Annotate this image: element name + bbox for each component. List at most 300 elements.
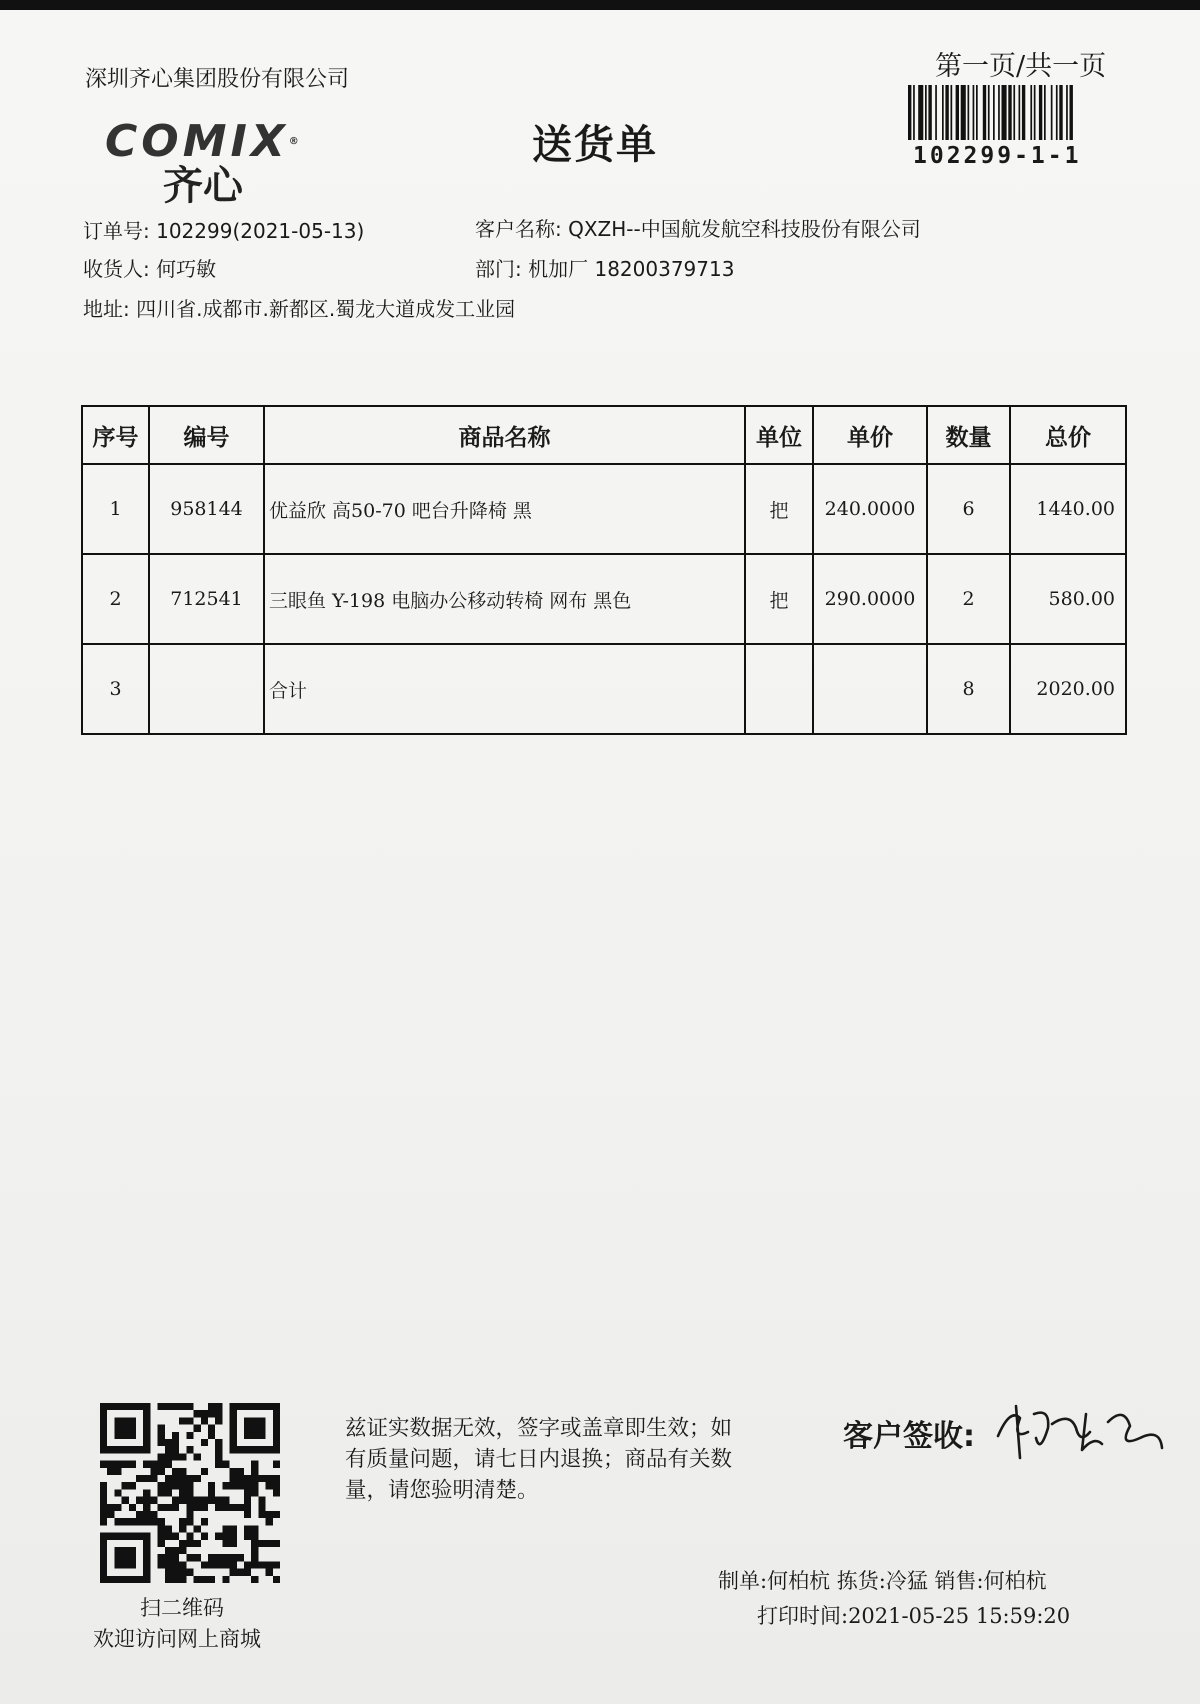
qr-module: [186, 1518, 193, 1525]
qr-module: [172, 1439, 179, 1446]
row-name: 优益欣 高50-70 吧台升降椅 黑: [264, 464, 745, 554]
qr-module: [194, 1554, 201, 1561]
receiver-field: [83, 253, 216, 282]
qr-module: [122, 1482, 129, 1489]
qr-module: [258, 1511, 265, 1518]
qr-module: [230, 1525, 237, 1532]
qr-module: [150, 1497, 157, 1504]
receiver-label: 收货人:: [83, 257, 150, 281]
qr-module: [122, 1425, 129, 1432]
qr-module: [186, 1511, 193, 1518]
qr-module: [136, 1497, 143, 1504]
qr-module: [215, 1410, 222, 1417]
qr-module: [230, 1425, 237, 1432]
qr-module: [122, 1461, 129, 1468]
qr-module: [179, 1482, 186, 1489]
qr-module: [258, 1425, 265, 1432]
qr-module: [186, 1533, 193, 1540]
document-title: 送货单: [532, 122, 658, 168]
qr-module: [215, 1497, 222, 1504]
qr-module: [114, 1425, 121, 1432]
qr-module: [114, 1554, 121, 1561]
qr-module: [273, 1432, 280, 1439]
qr-module: [273, 1511, 280, 1518]
qr-module: [208, 1482, 215, 1489]
qr-module: [172, 1403, 179, 1410]
qr-module: [251, 1547, 258, 1554]
qr-module: [143, 1432, 150, 1439]
company-name: 深圳齐心集团股份有限公司: [85, 67, 350, 92]
qr-module: [208, 1576, 215, 1583]
qr-module: [143, 1569, 150, 1576]
qr-module: [244, 1504, 251, 1511]
qr-module: [194, 1475, 201, 1482]
qr-module: [258, 1540, 265, 1547]
qr-module: [114, 1403, 121, 1410]
qr-module: [215, 1417, 222, 1424]
header-qty: 数量: [927, 406, 1010, 464]
qr-module: [158, 1504, 165, 1511]
table-header-row: [82, 406, 1126, 464]
qr-module: [143, 1497, 150, 1504]
qr-module: [194, 1576, 201, 1583]
qr-module: [222, 1461, 229, 1468]
barcode-bar: [942, 85, 944, 140]
qr-module: [215, 1403, 222, 1410]
qr-module: [244, 1425, 251, 1432]
qr-module: [201, 1504, 208, 1511]
qr-module: [237, 1569, 244, 1576]
qr-module: [100, 1439, 107, 1446]
qr-module: [186, 1554, 193, 1561]
qr-module: [158, 1453, 165, 1460]
qr-module: [172, 1554, 179, 1561]
qr-module: [143, 1576, 150, 1583]
qr-module: [244, 1497, 251, 1504]
qr-module: [258, 1497, 265, 1504]
qr-module: [230, 1468, 237, 1475]
qr-module: [215, 1461, 222, 1468]
qr-module: [158, 1554, 165, 1561]
qr-module: [107, 1576, 114, 1583]
qr-module: [230, 1446, 237, 1453]
qr-module: [273, 1425, 280, 1432]
qr-module: [251, 1425, 258, 1432]
qr-module: [143, 1540, 150, 1547]
qr-module: [273, 1417, 280, 1424]
qr-module: [251, 1540, 258, 1547]
qr-module: [215, 1561, 222, 1568]
qr-module: [100, 1425, 107, 1432]
qr-module: [158, 1561, 165, 1568]
qr-module: [165, 1576, 172, 1583]
print-time: 打印时间:2021-05-25 15:59:20: [757, 1604, 1071, 1628]
qr-module: [143, 1446, 150, 1453]
items-table: [81, 405, 1127, 735]
qr-module: [129, 1504, 136, 1511]
barcode-bar: [1070, 85, 1073, 140]
qr-module: [201, 1417, 208, 1424]
qr-module: [215, 1453, 222, 1460]
qr-module: [122, 1417, 129, 1424]
barcode-bar: [908, 85, 911, 140]
qr-module: [100, 1540, 107, 1547]
top-border: [0, 0, 1200, 10]
qr-module: [215, 1504, 222, 1511]
qr-module: [266, 1403, 273, 1410]
row-price: 240.0000: [813, 464, 927, 554]
qr-module: [194, 1504, 201, 1511]
qr-module: [230, 1554, 237, 1561]
qr-module: [100, 1518, 107, 1525]
qr-module: [165, 1554, 172, 1561]
qr-module: [143, 1439, 150, 1446]
qr-module: [143, 1518, 150, 1525]
qr-module: [208, 1410, 215, 1417]
qr-module: [136, 1446, 143, 1453]
qr-module: [266, 1561, 273, 1568]
qr-module: [194, 1410, 201, 1417]
barcode-bar: [968, 85, 970, 140]
qr-module: [186, 1403, 193, 1410]
row-seq: 2: [82, 554, 149, 644]
barcode-bar: [925, 85, 927, 140]
qr-module: [150, 1518, 157, 1525]
qr-module: [251, 1554, 258, 1561]
qr-module: [222, 1576, 229, 1583]
qr-module: [114, 1461, 121, 1468]
qr-module: [143, 1554, 150, 1561]
qr-module: [114, 1468, 121, 1475]
qr-module: [201, 1439, 208, 1446]
qr-module: [201, 1518, 208, 1525]
qr-module: [165, 1533, 172, 1540]
qr-module: [158, 1468, 165, 1475]
qr-module: [129, 1446, 136, 1453]
qr-module: [143, 1511, 150, 1518]
qr-module: [222, 1497, 229, 1504]
barcode-bar: [961, 85, 966, 140]
qr-module: [258, 1432, 265, 1439]
qr-module: [186, 1432, 193, 1439]
qr-module: [129, 1576, 136, 1583]
qr-module: [172, 1432, 179, 1439]
qr-module: [165, 1504, 172, 1511]
qr-module: [258, 1403, 265, 1410]
qr-module: [208, 1403, 215, 1410]
qr-module: [100, 1461, 107, 1468]
qr-module: [179, 1453, 186, 1460]
qr-module: [244, 1417, 251, 1424]
qr-module: [201, 1497, 208, 1504]
qr-module: [179, 1540, 186, 1547]
customer-value: QXZH--中国航发航空科技股份有限公司: [568, 217, 921, 241]
qr-module: [201, 1410, 208, 1417]
qr-module: [237, 1468, 244, 1475]
table-row-total: [82, 644, 1126, 734]
qr-module: [251, 1482, 258, 1489]
qr-module: [129, 1425, 136, 1432]
qr-module: [158, 1518, 165, 1525]
qr-module: [143, 1547, 150, 1554]
qr-module: [258, 1561, 265, 1568]
qr-module: [107, 1461, 114, 1468]
qr-module: [244, 1432, 251, 1439]
qr-module: [136, 1518, 143, 1525]
qr-module: [266, 1475, 273, 1482]
row-qty: 6: [927, 464, 1010, 554]
row-name: 三眼鱼 Y-198 电脑办公移动转椅 网布 黑色: [264, 554, 745, 644]
qr-module: [143, 1403, 150, 1410]
barcode-bar: [928, 85, 931, 140]
row-total: 1440.00: [1010, 464, 1126, 554]
customer-label: 客户名称:: [475, 217, 562, 241]
logo-wordmark: COMIX®: [105, 116, 303, 167]
qr-module: [114, 1446, 121, 1453]
qr-module: [230, 1569, 237, 1576]
barcode-bar: [976, 85, 978, 140]
staff-line: 制单:何柏杭 拣货:冷猛 销售:何柏杭: [718, 1569, 1047, 1593]
qr-module: [122, 1446, 129, 1453]
qr-module: [114, 1432, 121, 1439]
qr-module: [208, 1432, 215, 1439]
page-indicator: 第一页/共一页: [935, 51, 1107, 82]
qr-module: [143, 1410, 150, 1417]
barcode-bar: [935, 85, 937, 140]
barcode-bar: [1002, 85, 1007, 140]
qr-module: [158, 1482, 165, 1489]
qr-module: [165, 1403, 172, 1410]
qr-module: [222, 1540, 229, 1547]
barcode-bar: [1034, 85, 1036, 140]
qr-module: [251, 1525, 258, 1532]
qr-module: [230, 1417, 237, 1424]
qr-module: [194, 1525, 201, 1532]
qr-module: [136, 1576, 143, 1583]
qr-module: [100, 1547, 107, 1554]
qr-module: [172, 1547, 179, 1554]
qr-module: [179, 1525, 186, 1532]
qr-module: [179, 1403, 186, 1410]
qr-module: [237, 1504, 244, 1511]
qr-module: [222, 1561, 229, 1568]
qr-module: [266, 1569, 273, 1576]
qr-module: [244, 1511, 251, 1518]
qr-module: [165, 1489, 172, 1496]
barcode-number: 102299-1-1: [913, 143, 1082, 169]
qr-module: [179, 1561, 186, 1568]
row-price: [813, 644, 927, 734]
qr-module: [100, 1533, 107, 1540]
qr-module: [172, 1533, 179, 1540]
qr-module: [186, 1482, 193, 1489]
barcode-bar: [1066, 85, 1068, 140]
barcode-bar: [1044, 85, 1046, 140]
qr-module: [194, 1425, 201, 1432]
qr-module: [194, 1453, 201, 1460]
qr-module: [158, 1403, 165, 1410]
row-unit: 把: [745, 464, 813, 554]
qr-module: [100, 1504, 107, 1511]
qr-module: [186, 1417, 193, 1424]
header-unit: 单位: [745, 406, 813, 464]
qr-module: [165, 1525, 172, 1532]
qr-module: [158, 1540, 165, 1547]
qr-module: [258, 1446, 265, 1453]
barcode-bar: [1008, 85, 1011, 140]
qr-module: [237, 1446, 244, 1453]
receiver-value: 何巧敏: [156, 257, 217, 281]
barcode-bar: [998, 85, 1000, 140]
qr-module: [186, 1540, 193, 1547]
qr-module: [129, 1403, 136, 1410]
qr-code-icon[interactable]: [100, 1403, 280, 1583]
qr-module: [251, 1417, 258, 1424]
qr-module: [122, 1432, 129, 1439]
qr-module: [100, 1497, 107, 1504]
qr-module: [165, 1453, 172, 1460]
qr-module: [179, 1417, 186, 1424]
qr-module: [136, 1475, 143, 1482]
qr-module: [100, 1410, 107, 1417]
row-total: 580.00: [1010, 554, 1126, 644]
qr-module: [273, 1461, 280, 1468]
qr-module: [172, 1446, 179, 1453]
qr-module: [251, 1489, 258, 1496]
qr-module: [150, 1511, 157, 1518]
qr-module: [100, 1511, 107, 1518]
qr-module: [165, 1439, 172, 1446]
qr-module: [165, 1561, 172, 1568]
qr-module: [143, 1417, 150, 1424]
department-value: 机加厂 18200379713: [528, 257, 735, 281]
qr-module: [251, 1475, 258, 1482]
qr-module: [129, 1461, 136, 1468]
qr-module: [165, 1569, 172, 1576]
row-unit: 把: [745, 554, 813, 644]
row-seq: 3: [82, 644, 149, 734]
qr-module: [114, 1561, 121, 1568]
qr-module: [150, 1468, 157, 1475]
qr-module: [107, 1533, 114, 1540]
qr-module: [143, 1533, 150, 1540]
qr-module: [143, 1561, 150, 1568]
notice-text: 兹证实数据无效，签字或盖章即生效；如有质量问题，请七日内退换；商品有关数量，请您验明清楚。: [345, 1416, 733, 1503]
barcode-bar: [973, 85, 975, 140]
qr-module: [165, 1461, 172, 1468]
barcode-bar: [1059, 85, 1062, 140]
barcode-bar: [1039, 85, 1042, 140]
qr-module: [208, 1561, 215, 1568]
row-code: [149, 644, 264, 734]
qr-module: [201, 1533, 208, 1540]
order-number-field: [83, 215, 364, 244]
qr-module: [172, 1475, 179, 1482]
qr-module: [244, 1569, 251, 1576]
qr-module: [143, 1475, 150, 1482]
qr-module: [186, 1569, 193, 1576]
qr-module: [179, 1497, 186, 1504]
qr-module: [230, 1482, 237, 1489]
qr-module: [208, 1554, 215, 1561]
qr-module: [273, 1561, 280, 1568]
qr-module: [215, 1554, 222, 1561]
qr-module: [179, 1518, 186, 1525]
qr-module: [172, 1453, 179, 1460]
qr-module: [230, 1403, 237, 1410]
qr-module: [179, 1576, 186, 1583]
qr-module: [222, 1482, 229, 1489]
row-seq: 1: [82, 464, 149, 554]
qr-module: [273, 1410, 280, 1417]
qr-module: [122, 1561, 129, 1568]
customer-sign-label: 客户签收:: [843, 1419, 975, 1454]
barcode-bar: [988, 85, 990, 140]
qr-module: [100, 1489, 107, 1496]
row-name: 合计: [264, 644, 745, 734]
qr-module: [100, 1446, 107, 1453]
comix-logo: [105, 116, 303, 209]
qr-module: [136, 1403, 143, 1410]
qr-module: [266, 1518, 273, 1525]
qr-module: [114, 1417, 121, 1424]
qr-module: [107, 1468, 114, 1475]
header-name: 商品名称: [264, 406, 745, 464]
address-value: 四川省.成都市.新都区.蜀龙大道成发工业园: [136, 297, 516, 321]
row-unit: [745, 644, 813, 734]
qr-module: [222, 1554, 229, 1561]
qr-module: [122, 1533, 129, 1540]
qr-module: [122, 1576, 129, 1583]
qr-module: [244, 1482, 251, 1489]
barcode-bar: [1051, 85, 1053, 140]
qr-module: [230, 1475, 237, 1482]
qr-module: [186, 1446, 193, 1453]
row-qty: 8: [927, 644, 1010, 734]
table-row: [82, 554, 1126, 644]
qr-module: [201, 1468, 208, 1475]
qr-module: [114, 1489, 121, 1496]
barcode-bar: [956, 85, 959, 140]
barcode-icon: [908, 85, 1126, 140]
qr-module: [251, 1468, 258, 1475]
qr-module: [244, 1446, 251, 1453]
qr-module: [186, 1475, 193, 1482]
qr-module: [122, 1547, 129, 1554]
qr-module: [150, 1461, 157, 1468]
qr-module: [150, 1475, 157, 1482]
qr-module: [122, 1518, 129, 1525]
qr-module: [172, 1569, 179, 1576]
header-price: 单价: [813, 406, 927, 464]
qr-module: [230, 1561, 237, 1568]
customer-field: [475, 213, 921, 242]
row-total: 2020.00: [1010, 644, 1126, 734]
qr-module: [100, 1576, 107, 1583]
qr-module: [100, 1482, 107, 1489]
qr-module: [129, 1482, 136, 1489]
qr-module: [100, 1417, 107, 1424]
row-price: 290.0000: [813, 554, 927, 644]
header-code: 编号: [149, 406, 264, 464]
qr-module: [237, 1554, 244, 1561]
qr-module: [114, 1504, 121, 1511]
qr-module: [172, 1576, 179, 1583]
qr-module: [237, 1475, 244, 1482]
qr-module: [107, 1504, 114, 1511]
qr-module: [100, 1561, 107, 1568]
qr-module: [266, 1446, 273, 1453]
